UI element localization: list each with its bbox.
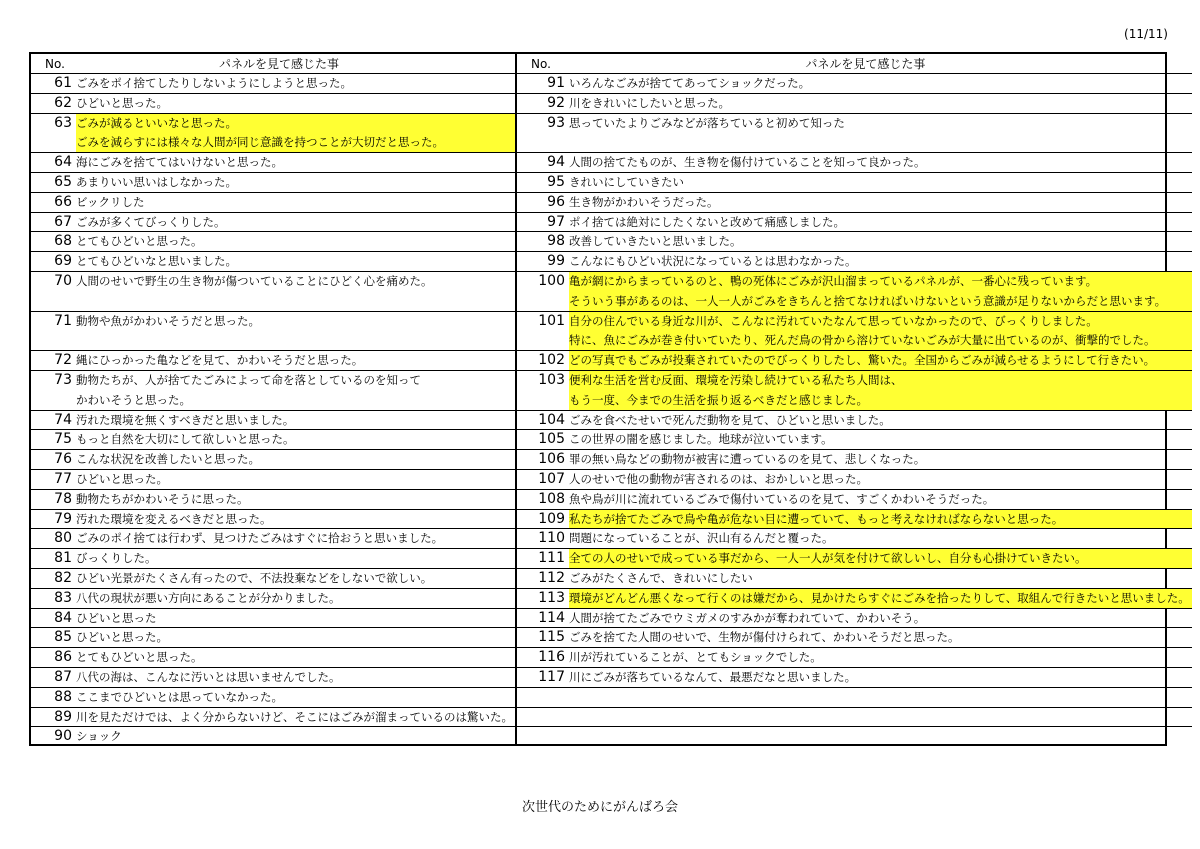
comment-text — [569, 450, 1192, 469]
row-number: 74 — [54, 411, 72, 428]
table-row — [517, 628, 1192, 648]
row-number: 81 — [54, 550, 72, 567]
comment-line: 環境がどんどん悪くなって行くのは嫌だから、見かけたらすぐにごみを拾ったりして、取組んで行きたいと思いました。 — [569, 590, 1190, 605]
row-number: 88 — [54, 688, 72, 705]
row-number: 116 — [538, 649, 565, 666]
no-header: No. — [45, 56, 65, 71]
table-row — [31, 589, 515, 609]
comment-line: 川が汚れていることが、とてもショックでした。 — [569, 650, 822, 665]
table-row — [31, 628, 515, 648]
comment-line: 八代の海は、こんなに汚いとは思いませんでした。 — [76, 669, 341, 684]
comment-text — [76, 173, 515, 192]
highlighted-comment — [569, 549, 1192, 568]
comment-line: 動物たちが、人が捨てたごみによって命を落としているのを知って — [76, 372, 421, 387]
comment-line — [569, 133, 1190, 152]
row-number: 114 — [538, 609, 565, 626]
row-number: 115 — [538, 629, 565, 646]
row-number: 104 — [538, 411, 565, 428]
comment-line: 生き物がかわいそうだった。 — [569, 194, 719, 209]
comment-line: 自分の住んでいる身近な川が、こんなに汚れていたなんて思っていなかったので、びっくりしました。 — [569, 313, 1098, 328]
table-row — [31, 648, 515, 668]
comment-line: ここまでひどいとは思っていなかった。 — [76, 689, 283, 704]
comment-line: 人間の捨てたものが、生き物を傷付けていることを知って良かった。 — [569, 155, 926, 170]
comment-text — [76, 628, 515, 647]
table-row — [517, 510, 1192, 530]
comment-line: ごみを減らすには様々な人間が同じ意識を持つことが大切だと思った。 — [76, 135, 444, 150]
comment-text — [569, 114, 1192, 153]
comment-line: 思っていたよりごみなどが落ちていると初めて知った — [569, 115, 845, 130]
comment-text — [76, 569, 515, 588]
comment-line: ごみが多くてびっくりした。 — [76, 214, 226, 229]
row-number: 89 — [54, 708, 72, 725]
table-row — [31, 708, 515, 728]
highlighted-comment — [569, 351, 1192, 370]
highlighted-comment — [569, 272, 1192, 311]
row-number: 92 — [547, 94, 565, 111]
row-number: 101 — [538, 312, 565, 329]
left-column — [31, 54, 517, 744]
comment-line: もっと自然を大切にして欲しいと思った。 — [76, 432, 295, 447]
comment-line: 人間のせいで野生の生き物が傷ついていることにひどく心を痛めた。 — [76, 273, 433, 288]
table-row — [517, 609, 1192, 629]
row-number: 82 — [54, 569, 72, 586]
row-number: 95 — [547, 173, 565, 190]
table-row — [517, 450, 1192, 470]
comment-text — [569, 153, 1192, 172]
row-number: 78 — [54, 490, 72, 507]
comment-line: こんな状況を改善したいと思った。 — [76, 452, 260, 467]
comment-line: 罪の無い鳥などの動物が被害に遭っているのを見て、悲しくなった。 — [569, 452, 926, 467]
comment-line: 全ての人のせいで成っている事だから、一人一人が気を付けて欲しいし、自分も心掛けていきたい。 — [569, 551, 1087, 566]
table-row — [517, 411, 1192, 431]
table-row — [517, 213, 1192, 233]
row-number: 103 — [538, 371, 565, 388]
comment-line: ごみがたくさんで、きれいにしたい — [569, 570, 753, 585]
table-row — [31, 74, 515, 94]
row-number: 64 — [54, 154, 72, 171]
comment-text — [569, 708, 1192, 727]
comment-line — [569, 708, 1190, 727]
text-header: パネルを見て感じた事 — [805, 57, 926, 71]
highlighted-comment — [569, 589, 1192, 608]
table-row — [31, 668, 515, 688]
table-row — [517, 252, 1192, 272]
comment-text — [569, 232, 1192, 251]
text-header: パネルを見て感じた事 — [218, 57, 339, 71]
comment-line: 私たちが捨てたごみで鳥や亀が危ない目に遭っていて、もっと考えなければならないと思った。 — [569, 511, 1064, 526]
table-row — [31, 470, 515, 490]
row-number: 100 — [538, 272, 565, 289]
comment-line: 亀が網にからまっているのと、鴨の死体にごみが沢山溜まっているパネルが、一番心に残っています。 — [569, 273, 1098, 288]
table-row — [31, 114, 515, 154]
table-row — [517, 529, 1192, 549]
comment-line: 汚れた環境を無くすべきだと思いました。 — [76, 412, 295, 427]
highlighted-comment — [569, 371, 1192, 410]
comment-text — [569, 490, 1192, 509]
table-row — [517, 727, 1192, 747]
comment-line: 八代の現状が悪い方向にあることが分かりました。 — [76, 590, 341, 605]
row-number: 77 — [54, 470, 72, 487]
row-number: 102 — [538, 352, 565, 369]
table-row — [517, 430, 1192, 450]
comment-line: きれいにしていきたい — [569, 174, 684, 189]
comment-text — [76, 94, 515, 113]
right-header — [517, 54, 1192, 74]
table-row — [517, 272, 1192, 312]
comment-line: どの写真でもごみが投棄されていたのでびっくりしたし、驚いた。全国からごみが減らせるようにして行きたい。 — [569, 353, 1156, 368]
table-row — [517, 193, 1192, 213]
comment-text — [569, 727, 1192, 747]
row-number: 76 — [54, 451, 72, 468]
row-number: 69 — [54, 253, 72, 270]
comment-line: 改善していきたいと思いました。 — [569, 234, 742, 249]
comment-line: 縄にひっかった亀などを見て、かわいそうだと思った。 — [76, 353, 364, 368]
comment-text — [76, 74, 515, 93]
comment-line: 魚や鳥が川に流れているごみで傷付いているのを見て、すごくかわいそうだった。 — [569, 491, 995, 506]
comment-line: ごみのポイ捨ては行わず、見つけたごみはすぐに拾おうと思いました。 — [76, 531, 444, 546]
table-row — [517, 549, 1192, 569]
comment-line: こんなにもひどい状況になっているとは思わなかった。 — [569, 254, 857, 269]
row-number: 99 — [547, 253, 565, 270]
comment-text — [76, 648, 515, 667]
row-number: 111 — [538, 550, 565, 567]
table-row — [31, 510, 515, 530]
comment-text — [76, 430, 515, 449]
comment-line: 問題になっていることが、沢山有るんだと覆った。 — [569, 531, 834, 546]
comment-line: ごみをポイ捨てしたりしないようにしようと思った。 — [76, 76, 352, 90]
table-row — [517, 569, 1192, 589]
comment-text — [569, 529, 1192, 548]
comment-line: 川を見ただけでは、よく分からないけど、そこにはごみが溜まっているのは驚いた。 — [76, 709, 513, 724]
row-number: 105 — [538, 431, 565, 448]
table-row — [31, 193, 515, 213]
row-number: 97 — [547, 213, 565, 230]
comment-text — [76, 727, 515, 747]
comment-text — [569, 569, 1192, 588]
table-row — [31, 351, 515, 371]
row-number: 61 — [54, 75, 72, 91]
table-row — [31, 411, 515, 431]
comment-line: とてもひどいと思った。 — [76, 650, 203, 665]
row-number — [517, 727, 569, 747]
highlighted-comment — [76, 114, 515, 153]
comment-text — [76, 153, 515, 172]
organization-footer: 次世代のためにがんばろ会 — [521, 800, 678, 815]
row-number: 93 — [547, 114, 565, 131]
comment-line — [76, 292, 513, 311]
comment-text — [76, 529, 515, 548]
comment-line — [569, 727, 1190, 747]
comment-text — [569, 668, 1192, 687]
highlighted-comment — [569, 312, 1192, 351]
row-number: 110 — [538, 530, 565, 547]
comment-text — [569, 430, 1192, 449]
table-row — [517, 114, 1192, 154]
comment-line: 動物や魚がかわいそうだと思った。 — [76, 313, 260, 328]
comment-line: ひどいと思った。 — [76, 630, 168, 645]
table-row — [517, 668, 1192, 688]
comment-line: 人間が捨てたごみでウミガメのすみかが奪われていて、かわいそう。 — [569, 610, 926, 625]
comments-table — [29, 52, 1190, 746]
row-number: 80 — [54, 530, 72, 547]
row-number: 84 — [54, 609, 72, 626]
row-number: 71 — [54, 312, 72, 329]
comment-line: ひどい光景がたくさん有ったので、不法投棄などをしないで欲しい。 — [76, 570, 433, 585]
comment-text — [569, 648, 1192, 667]
comment-text — [76, 708, 515, 727]
comment-line: ごみを食べたせいで死んだ動物を見て、ひどいと思いました。 — [569, 412, 891, 427]
row-number: 86 — [54, 649, 72, 666]
comment-text — [76, 668, 515, 687]
table-row — [517, 490, 1192, 510]
comment-line: ごみが減るといいなと思った。 — [76, 115, 237, 130]
table-row — [517, 312, 1192, 352]
row-number: 68 — [54, 233, 72, 250]
comment-line: ポイ捨ては絶対にしたくないと改めて痛感しました。 — [569, 214, 845, 229]
table-row — [517, 688, 1192, 708]
comment-line: とてもひどいなと思いました。 — [76, 254, 237, 269]
row-number: 67 — [54, 213, 72, 230]
table-row — [31, 173, 515, 193]
comment-text — [76, 312, 515, 351]
table-row — [31, 549, 515, 569]
row-number — [517, 708, 569, 727]
left-body — [31, 74, 515, 747]
row-number: 112 — [538, 569, 565, 586]
right-body — [517, 74, 1192, 747]
comment-text — [76, 549, 515, 568]
comment-text — [76, 213, 515, 232]
row-number: 106 — [538, 451, 565, 468]
comment-text — [76, 589, 515, 608]
table-row — [31, 490, 515, 510]
comment-text — [76, 371, 515, 410]
row-number: 75 — [54, 431, 72, 448]
row-number: 63 — [54, 114, 72, 131]
table-row — [517, 708, 1192, 728]
comment-text — [569, 213, 1192, 232]
row-number: 79 — [54, 510, 72, 527]
comment-line: ビックリした — [76, 194, 145, 209]
comment-line: ごみを捨てた人間のせいで、生物が傷付けられて、かわいそうだと思った。 — [569, 630, 960, 645]
row-number — [517, 688, 569, 707]
comment-line: この世界の闇を感じました。地球が泣いています。 — [569, 432, 833, 447]
table-row — [31, 312, 515, 352]
table-row — [31, 688, 515, 708]
comment-line: 特に、魚にごみが巻き付いていたり、死んだ鳥の骨から溶けていないごみが大量に出ているのが、衝撃的でした。 — [569, 333, 1156, 348]
row-number: 83 — [54, 589, 72, 606]
comment-line: そういう事があるのは、一人一人がごみをきちんと捨てなければいけないという意識が足りないからだと思います。 — [569, 293, 1167, 308]
row-number: 66 — [54, 193, 72, 210]
table-row — [31, 94, 515, 114]
comment-line: とてもひどいと思った。 — [76, 234, 203, 249]
comment-line — [76, 331, 513, 350]
row-number: 109 — [538, 510, 565, 527]
table-row — [31, 529, 515, 549]
row-number: 91 — [547, 75, 565, 91]
highlighted-comment — [569, 510, 1192, 529]
comment-text — [569, 252, 1192, 271]
comment-text — [76, 411, 515, 430]
row-number: 62 — [54, 94, 72, 111]
comment-line: いろんなごみが捨ててあってショックだった。 — [569, 76, 811, 90]
row-number: 65 — [54, 173, 72, 190]
comment-line: 動物たちがかわいそうに思った。 — [76, 491, 249, 506]
table-row — [517, 470, 1192, 490]
comment-line — [569, 688, 1190, 707]
table-row — [31, 153, 515, 173]
table-row — [517, 589, 1192, 609]
comment-text — [76, 470, 515, 489]
comment-text — [76, 688, 515, 707]
comment-text — [569, 470, 1192, 489]
comment-line: 川にごみが落ちているなんて、最悪だなと思いました。 — [569, 669, 857, 684]
right-column — [517, 54, 1192, 744]
comment-line: 人のせいで他の動物が害されるのは、おかしいと思った。 — [569, 471, 868, 486]
comment-line: びっくりした。 — [76, 551, 157, 566]
row-number: 87 — [54, 668, 72, 685]
comment-text — [76, 193, 515, 212]
comment-text — [76, 609, 515, 628]
comment-line: かわいそうと思った。 — [76, 392, 191, 407]
row-number: 108 — [538, 490, 565, 507]
comment-line: もう一度、今までの生活を振り返るべきだと感じました。 — [569, 392, 868, 407]
table-row — [517, 648, 1192, 668]
row-number: 107 — [538, 470, 565, 487]
row-number: 96 — [547, 193, 565, 210]
table-row — [31, 450, 515, 470]
comment-text — [76, 232, 515, 251]
row-number: 94 — [547, 154, 565, 171]
page-number: (11/11) — [1124, 27, 1168, 41]
comment-text — [569, 411, 1192, 430]
comment-text — [76, 252, 515, 271]
comment-text — [76, 351, 515, 370]
table-row — [31, 252, 515, 272]
table-row — [31, 569, 515, 589]
table-row — [517, 232, 1192, 252]
comment-line: 汚れた環境を変えるべきだと思った。 — [76, 511, 272, 526]
row-number: 73 — [54, 371, 72, 388]
comment-line: 便利な生活を営む反面、環境を汚染し続けている私たち人間は、 — [569, 372, 903, 387]
row-number: 113 — [538, 589, 565, 606]
comment-text — [76, 490, 515, 509]
row-number: 117 — [538, 668, 565, 685]
comment-text — [569, 688, 1192, 707]
no-header: No. — [531, 56, 551, 71]
table-row — [31, 727, 515, 747]
comment-text — [569, 94, 1192, 113]
table-row — [31, 213, 515, 233]
left-header — [31, 54, 515, 74]
comment-text — [76, 450, 515, 469]
comment-line: あまりいい思いはしなかった。 — [76, 174, 237, 189]
comment-line: ひどいと思った — [76, 610, 157, 625]
comment-text — [569, 628, 1192, 647]
comment-text — [76, 272, 515, 311]
comment-text — [76, 510, 515, 529]
comment-text — [569, 193, 1192, 212]
table-row — [31, 430, 515, 450]
row-number: 98 — [547, 233, 565, 250]
comment-line: 川をきれいにしたいと思った。 — [569, 95, 730, 110]
table-row — [31, 232, 515, 252]
comment-line: 海にごみを捨ててはいけないと思った。 — [76, 155, 283, 170]
row-number: 90 — [54, 728, 72, 745]
comment-text — [569, 173, 1192, 192]
table-row — [517, 173, 1192, 193]
table-row — [517, 153, 1192, 173]
table-row — [517, 74, 1192, 94]
comment-line: ひどいと思った。 — [76, 471, 168, 486]
comment-line: ショック — [76, 729, 122, 744]
table-row — [517, 351, 1192, 371]
table-row — [517, 371, 1192, 411]
comment-text — [569, 609, 1192, 628]
table-row — [31, 272, 515, 312]
table-row — [517, 94, 1192, 114]
row-number: 72 — [54, 352, 72, 369]
row-number: 85 — [54, 629, 72, 646]
row-number: 70 — [54, 272, 72, 289]
table-row — [31, 609, 515, 629]
table-row — [31, 371, 515, 411]
comment-line: ひどいと思った。 — [76, 95, 168, 110]
comment-text — [569, 74, 1192, 93]
